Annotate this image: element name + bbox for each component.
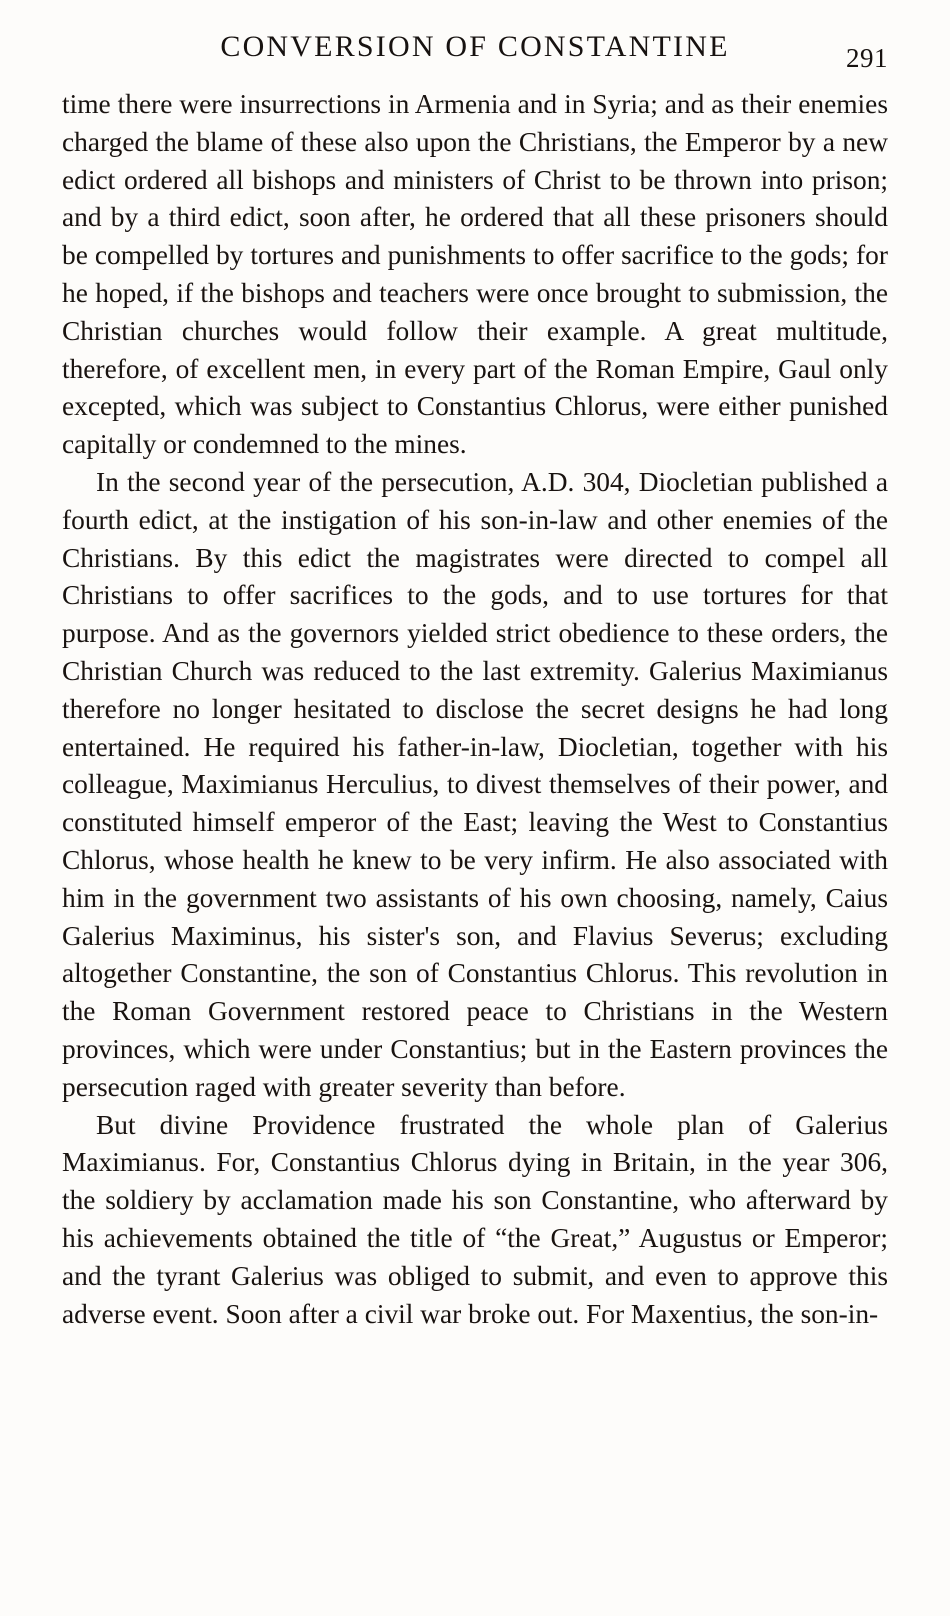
running-head xyxy=(62,30,888,76)
paragraph-2: In the second year of the persecution, A.D. 304, Diocletian published a fourth edict, at the instigation of his son-in-law and other enemies of the Christians. By this edict the magistrates were directed to compel all Christians to offer sacrifices to the gods, and to use tortures for that purpose. And as the governors yielded strict obedience to these orders, the Christian Church was reduced to the last extremity. Galerius Maximianus therefore no longer hesitated to disclose the secret designs he had long entertained. He required his father-in-law, Diocletian, together with his colleague, Maximianus Herculius, to divest themselves of their power, and constituted himself emperor of the East; leaving the West to Constantius Chlorus, whose health he knew to be very infirm. He also associated with him in the government two assistants of his own choosing, namely, Caius Galerius Maximinus, his sister's son, and Flavius Severus; excluding altogether Constantine, the son of Constantius Chlorus. This revolution in the Roman Government restored peace to Christians in the Western provinces, which were under Constantius; but in the Eastern provinces the persecution raged with greater severity than before. xyxy=(62,466,888,1102)
paragraph-1: time there were insurrections in Armenia and in Syria; and as their enemies charged the blame of these also upon the Christians, the Emperor by a new edict ordered all bishops and ministers of Christ to be thrown into prison; and by a third edict, soon after, he ordered that all these prisoners should be compelled by tortures and punishments to offer sacrifice to the gods; for he hoped, if the bishops and teachers were once brought to submission, the Christian churches would follow their example. A great multitude, therefore, of excellent men, in every part of the Roman Empire, Gaul only excepted, which was subject to Constantius Chlorus, were either punished capitally or condemned to the mines. xyxy=(62,89,888,460)
body-text xyxy=(62,86,888,1333)
paragraph-3: But divine Providence frustrated the whole plan of Galerius Maximianus. For, Constantius Chlorus dying in Britain, in the year 306, the soldiery by acclamation made his son Constantine, who afterward by his achievements obtained the title of “the Great,” Augustus or Emperor; and the tyrant Galerius was obliged to submit, and even to approve this adverse event. Soon after a civil war broke out. For Maxentius, the son-in- xyxy=(62,1109,888,1329)
page-number: 291 xyxy=(846,43,888,73)
page-title: CONVERSION OF CONSTANTINE xyxy=(220,30,730,63)
